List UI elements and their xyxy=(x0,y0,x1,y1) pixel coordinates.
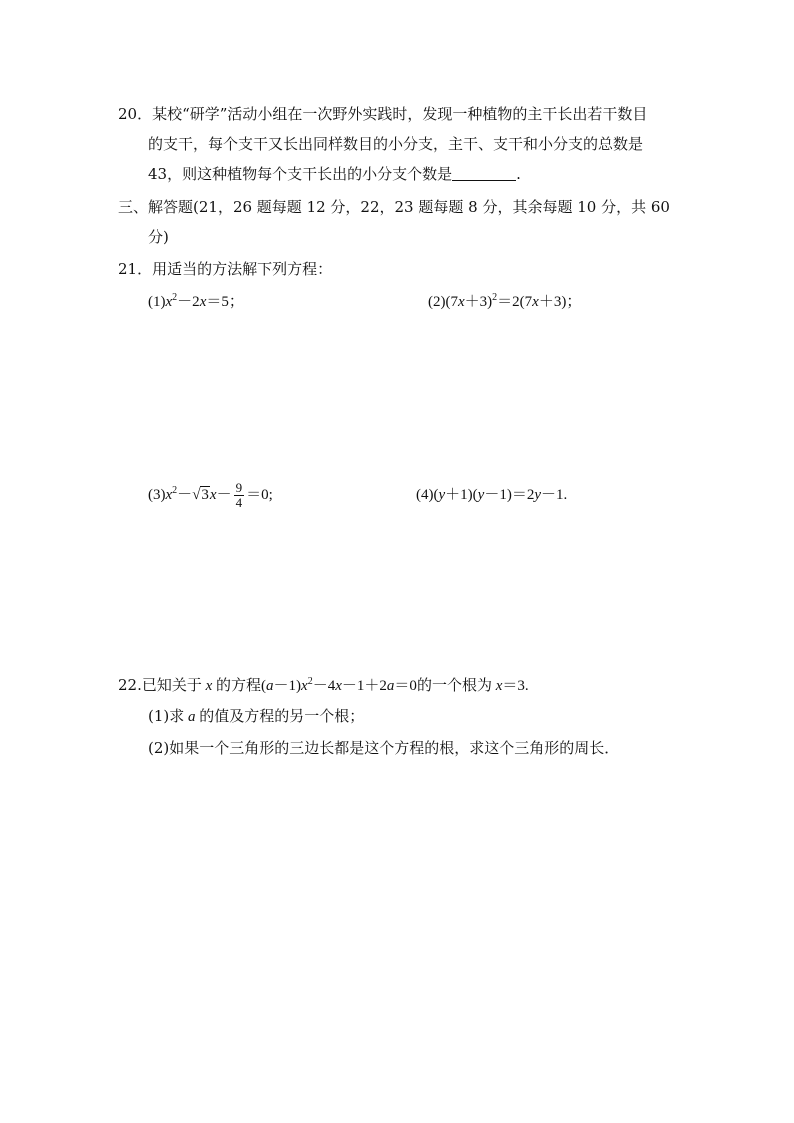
q21-equation-3: $(3)x^2-√3x-$ $\frac{9}{4}$ ＝0; xyxy=(148,480,273,511)
q21-equation-1: $(1)x^2-2x=5$； xyxy=(148,292,244,310)
fraction-denominator: 4 xyxy=(235,495,243,511)
sqrt-symbol: √3 xyxy=(192,487,209,503)
q22-sub-1-label: (1)求 xyxy=(148,707,185,725)
q22-stem-mid: 的方程 xyxy=(216,676,262,694)
q20-line-3-text: 43，则这种植物每个支干长出的小分支个数是 xyxy=(148,165,453,183)
q21-stem: 21．用适当的方法解下列方程： xyxy=(118,260,333,278)
q22-stem: 22.已知关于 x 的方程$(a-1)x^2-4x-1+2a=0$的一个根为 x＝3. xyxy=(118,676,529,694)
q22-sub-2: (2)如果一个三角形的三边长都是这个方程的根，求这个三角形的周长． xyxy=(148,739,620,757)
q21-eq2-label: (2) xyxy=(428,294,446,310)
q22-stem-suffix: 的一个根为 xyxy=(416,676,492,694)
q20-line-1: 20．某校“研学”活动小组在一次野外实践时，发现一种植物的主干长出若干数目 xyxy=(118,105,648,123)
q21-eq4-label: (4) xyxy=(416,487,434,503)
q21-equation-4: (4)(y＋1)(y－1)＝2y－1. xyxy=(416,487,568,503)
q20-line-2: 的支干，每个支干又长出同样数目的小分支，主干、支干和小分支的总数是 xyxy=(148,135,644,153)
q21-eq3-label: (3) xyxy=(148,487,166,503)
q20-line-3 xyxy=(148,164,521,184)
fraction-numerator: 9 xyxy=(235,480,243,496)
q20-line-3-end: . xyxy=(516,165,521,183)
q21-equation-2: $(2)(7x+3)^2=2(7x+3)$； xyxy=(428,292,582,310)
q22-sub-1: (1)求 a 的值及方程的另一个根； xyxy=(148,707,365,725)
q22-sub-1-text: 的值及方程的另一个根； xyxy=(199,707,365,725)
answer-blank xyxy=(452,166,516,181)
fraction-nine-fourths xyxy=(234,481,245,510)
q22-stem-prefix: 22.已知关于 xyxy=(118,676,202,694)
section-3-header-cont: 分) xyxy=(148,228,169,246)
q21-eq1-label: (1) xyxy=(148,294,166,310)
section-3-header: 三、解答题(21，26 题每题 12 分，22，23 题每题 8 分，其余每题 10 分，共 60 xyxy=(118,198,670,216)
